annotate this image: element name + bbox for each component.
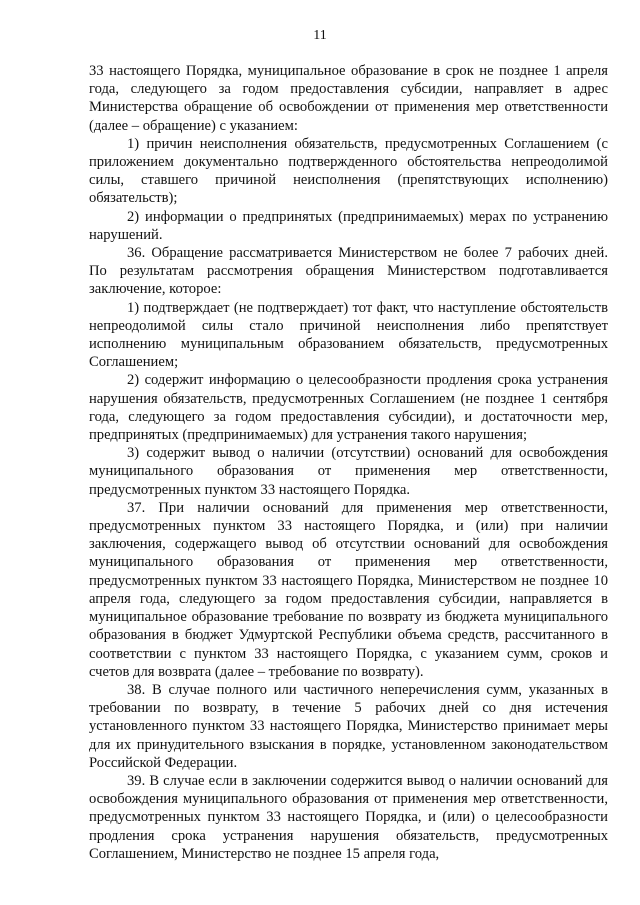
paragraph-35-item-1: 1) причин неисполнения обязательств, предусмотренных Соглашением (с приложением документально подтвержденного обстоятельства непреодолимой силы, ставшего причиной неисполнения (препятствующих исполнению) обязательств); <box>89 135 608 207</box>
paragraph-37: 37. При наличии оснований для применения мер ответственности, предусмотренных пунктом 33 настоящего Порядка, и (или) при наличии заключения, содержащего вывод об отсутствии оснований для освобождения муниципального образования от применения мер ответственности, предусмотренных пунктом 33 настоящего Порядка, Министерством не позднее 10 апреля года, следующего за годом предоставления субсидии, направляется в муниципальное образование требование по возврату из бюджета муниципального образования в бюджет Удмуртской Республики объема средств, рассчитанного в соответствии с пунктом 33 настоящего Порядка, с указанием сумм, сроков и счетов для возврата (далее – требование по возврату). <box>89 499 608 680</box>
paragraph-36-item-1: 1) подтверждает (не подтверждает) тот факт, что наступление обстоятельств непреодолимой силы стало причиной неисполнения либо препятствует исполнению муниципальным образованием обязательств, предусмотренных Соглашением; <box>89 299 608 371</box>
paragraph-38: 38. В случае полного или частичного неперечисления сумм, указанных в требовании по возврату, в течение 5 рабочих дней со дня истечения установленного пунктом 33 настоящего Порядка, Министерство принимает меры для их принудительного взыскания в порядке, установленном законодательством Российской Федерации. <box>89 681 608 771</box>
document-body <box>89 62 608 863</box>
paragraph-39: 39. В случае если в заключении содержится вывод о наличии оснований для освобождения муниципального образования от применения мер ответственности, предусмотренных пунктом 33 настоящего Порядка, и (или) о целесообразности продления срока устранения нарушения обязательств, предусмотренных Соглашением, Министерство не позднее 15 апреля года, <box>89 772 608 862</box>
paragraph-36-item-3: 3) содержит вывод о наличии (отсутствии) оснований для освобождения муниципального образования от применения мер ответственности, предусмотренных пунктом 33 настоящего Порядка. <box>89 445 608 498</box>
paragraph-36: 36. Обращение рассматривается Министерством не более 7 рабочих дней. По результатам рассмотрения обращения Министерством подготавливается заключение, которое: <box>89 245 608 298</box>
paragraph-36-item-2: 2) содержит информацию о целесообразности продления срока устранения нарушения обязательств, предусмотренных Соглашением (не позднее 1 сентября года, следующего за годом предоставления субсидии), и достаточности мер, предпринятых (предпринимаемых) для устранения такого нарушения; <box>89 372 608 444</box>
page-number: 11 <box>313 28 327 43</box>
paragraph-35-item-2: 2) информации о предпринятых (предпринимаемых) мерах по устранению нарушений. <box>89 208 608 243</box>
paragraph-intro: 33 настоящего Порядка, муниципальное образование в срок не позднее 1 апреля года, следующего за годом предоставления субсидии, направляет в адрес Министерства обращение об освобождении от применения мер ответственности (далее – обращение) с указанием: <box>89 63 608 134</box>
